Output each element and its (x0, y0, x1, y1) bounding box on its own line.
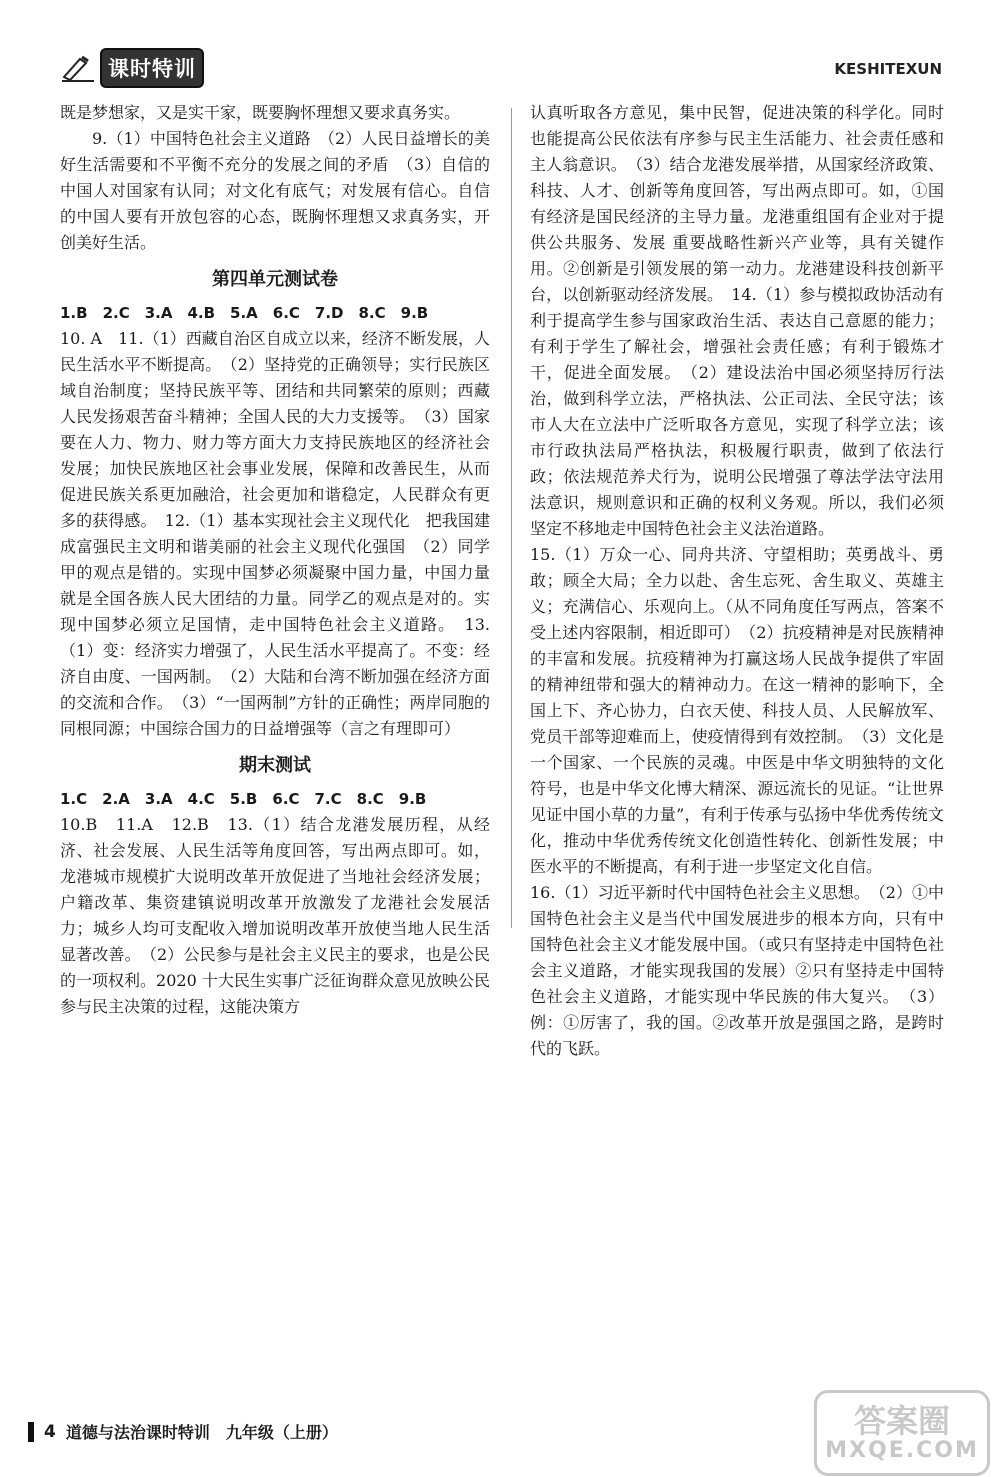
choice-answers: 1.B 2.C 3.A 4.B 5.A 6.C 7.D 8.C 9.B (60, 304, 429, 322)
section-title: 期末测试 (239, 755, 311, 776)
section-title: 第四单元测试卷 (212, 269, 338, 290)
page-number: 4 (44, 1421, 56, 1442)
page-header (0, 0, 1000, 100)
book-title: 道德与法治课时特训 九年级（上册） (65, 1423, 338, 1442)
column-divider (511, 108, 512, 928)
answer-paragraph: 认真听取各方意见，集中民智，促进决策的科学化。同时也能提高公民依法有序参与民主生活能力、社会责任感和主人翁意识。 （3）结合龙港发展举措，从国家经济政策、科技、人才、创新等角度回答，写出两点即可。如，①国有经济是国民经济的主导力量。龙港重组国有企业对于提供公共服务、发展 重要战略性新兴产业等，具有关键作用。②创新是引领发展的第一动力。龙港建设科技创新平台，以创新驱动经济发展。 14.（1）参与模拟政协活动有利于提高学生参与国家政治生活、表达自己意愿的能力；有利于学生了解社会，增强社会责任感；有利于锻炼才干，促进全面发展。 （2）建设法治中国必须坚持厉行法治，做到科学立法，严格执法、公正司法、全民守法；该市人大在立法中广泛听取各方意见，实现了科学立法；该市行政执法局严格执法，积极履行职责，做到了依法行政；依法规范养犬行为，说明公民增强了尊法学法守法用法意识，规则意识和正确的权利义务观。所以，我们必须坚定不移地走中国特色社会主义法治道路。 (530, 103, 944, 538)
answer-paragraph: 10.B 11.A 12.B 13.（1）结合龙港发展历程，从经济、社会发展、人民生活等角度回答，写出两点即可。如，龙港城市规模扩大说明改革开放促进了当地社会经济发展；户籍改革、集资建镇说明改革开放激发了龙港社会发展活力；城乡人均可支配收入增加说明改革开放使当地人民生活显著改善。 （2）公民参与是社会主义民主的要求，也是公民的一项权利。2020 十大民生实事广泛征询群众意见放映公民参与民主决策的过程，这能决策方 (60, 815, 490, 1016)
left-column (60, 100, 490, 1020)
brand-text: KESHITEXUN (834, 60, 942, 78)
footer-bar (28, 1422, 34, 1442)
logo-text: 课时特训 (100, 48, 204, 88)
logo (60, 48, 204, 88)
answer-paragraph: 10. A 11.（1）西藏自治区自成立以来，经济不断发展，人民生活水平不断提高。 （2）坚持党的正确领导；实行民族区域自治制度；坚持民族平等、团结和共同繁荣的原则；西藏人民发扬艰苦奋斗精神；全国人民的大力支援等。 （3）国家要在人力、物力、财力等方面大力支持民族地区的经济社会发展；加快民族地区社会事业发展，保障和改善民生，从而促进民族关系更加融洽，社会更加和谐稳定，人民群众有更多的获得感。 12.（1）基本实现社会主义现代化 把我国建成富强民主文明和谐美丽的社会主义现代化强国 （2）同学甲的观点是错的。实现中国梦必须凝聚中国力量，中国力量就是全国各族人民大团结的力量。同学乙的观点是对的。实现中国梦必须立足国情，走中国特色社会主义道路。 13.（1）变：经济实力增强了，人民生活水平提高了。不变：经济自由度、一国两制。 （2）大陆和台湾不断加强在经济方面的交流和合作。 （3）“一国两制”方针的正确性；两岸同胞的同根同源；中国综合国力的日益增强等（言之有理即可） (60, 329, 490, 738)
answer-paragraph: 9.（1）中国特色社会主义道路 （2）人民日益增长的美好生活需要和不平衡不充分的发展之间的矛盾 （3）自信的中国人对国家有认同；对文化有底气；对发展有信心。自信的中国人要有开放包容的心态，既胸怀理想又求真务实，开创美好生活。 (60, 129, 490, 252)
choice-answers: 1.C 2.A 3.A 4.C 5.B 6.C 7.C 8.C 9.B (60, 790, 427, 808)
answer-paragraph: 15.（1）万众一心、同舟共济、守望相助；英勇战斗、勇敢；顾全大局；全力以赴、舍生忘死、舍生取义、英雄主义；充满信心、乐观向上。（从不同角度任写两点，答案不受上述内容限制，相近即可） （2）抗疫精神是对民族精神的丰富和发展。抗疫精神为打赢这场人民战争提供了牢固的精神纽带和强大的精神动力。在这一精神的影响下，全国上下、齐心协力，白衣天使、科技人员、人民解放军、党员干部等迎难而上，使疫情得到有效控制。 （3）文化是一个国家、一个民族的灵魂。中医是中华文明独特的文化符号，也是中华文化博大精深、源远流长的见证。“让世界见证中国小草的力量”，有利于传承与弘扬中华优秀传统文化，推动中华优秀传统文化创造性转化、创新性发展；中医水平的不断提高，有利于进一步坚定文化自信。 (530, 545, 944, 876)
watermark-logo (814, 1390, 990, 1476)
right-column (530, 100, 944, 1062)
answer-paragraph: 既是梦想家，又是实干家，既要胸怀理想又要求真务实。 (60, 103, 461, 122)
watermark-text: 答案圈 (853, 1402, 950, 1440)
page-footer (28, 1420, 338, 1443)
pen-book-icon (60, 53, 96, 83)
watermark-url: MXQE.COM (825, 1438, 979, 1463)
answer-paragraph: 16.（1）习近平新时代中国特色社会主义思想。 （2）①中国特色社会主义是当代中国发展进步的根本方向，只有中国特色社会主义才能发展中国。（或只有坚持走中国特色社会主义道路，才能实现我国的发展）②只有坚持走中国特色社会主义道路，才能实现中华民族的伟大复兴。 （3）例：①厉害了，我的国。②改革开放是强国之路，是跨时代的飞跃。 (530, 883, 944, 1058)
